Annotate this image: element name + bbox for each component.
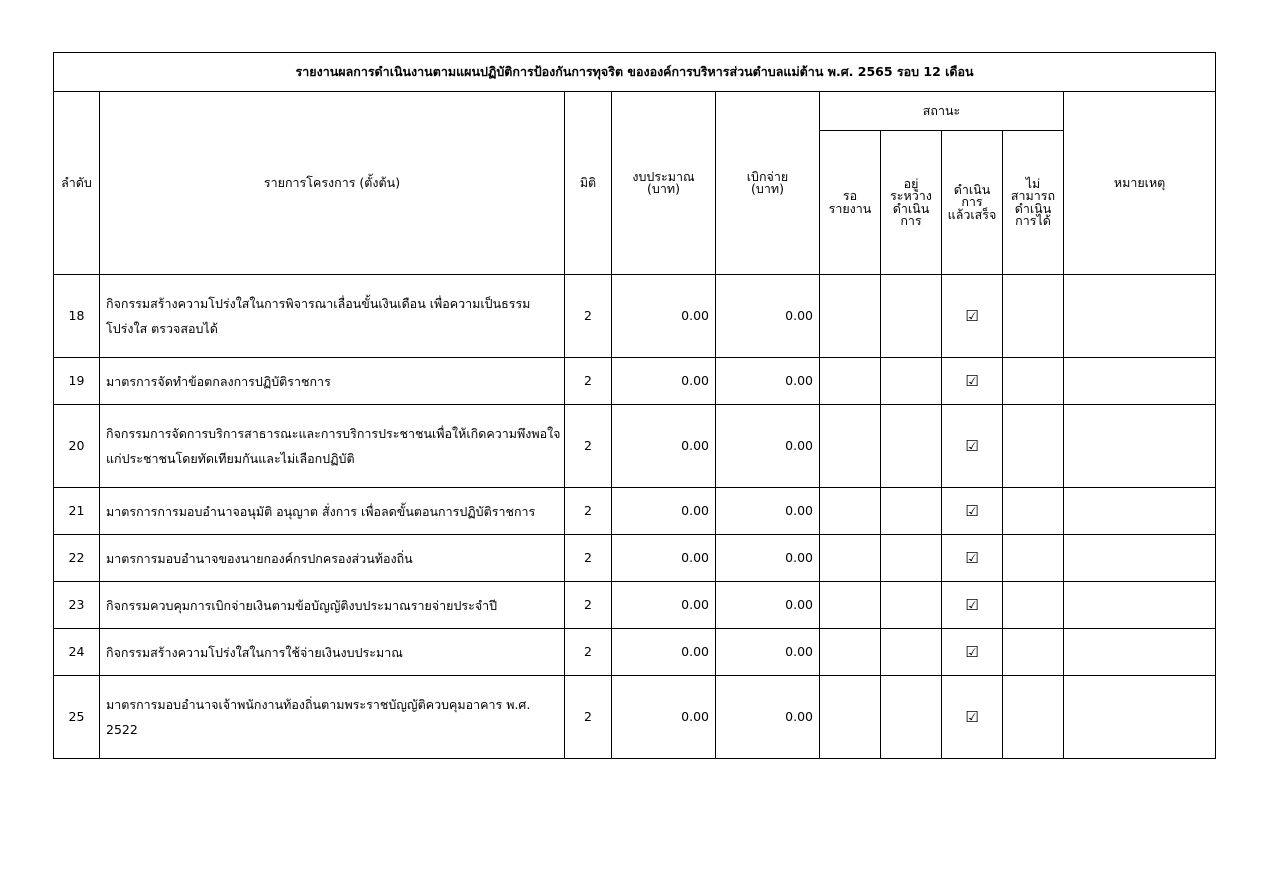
row-status-completed <box>942 676 1003 759</box>
row-status-in-progress <box>881 629 942 676</box>
row-status-completed <box>942 629 1003 676</box>
table-row <box>54 358 1216 405</box>
row-status-in-progress <box>881 488 942 535</box>
header-no: ลำดับ <box>54 92 100 275</box>
row-budget: 0.00 <box>612 405 716 488</box>
row-status-unable <box>1003 488 1064 535</box>
row-no: 20 <box>54 405 100 488</box>
row-dimension: 2 <box>565 488 612 535</box>
row-status-completed <box>942 275 1003 358</box>
header-budget <box>612 92 716 275</box>
checkbox-checked-icon: ☑ <box>965 306 979 325</box>
row-no: 24 <box>54 629 100 676</box>
row-status-unable <box>1003 275 1064 358</box>
row-status-in-progress <box>881 275 942 358</box>
row-no: 19 <box>54 358 100 405</box>
report-title: รายงานผลการดำเนินงานตามแผนปฏิบัติการป้องกันการทุจริต ขององค์การบริหารส่วนตำบลแม่ต้าน พ.ศ. 2565 รอบ 12 เดือน <box>54 53 1216 92</box>
row-spent: 0.00 <box>716 358 820 405</box>
table-row <box>54 676 1216 759</box>
table-row <box>54 275 1216 358</box>
checkbox-checked-icon: ☑ <box>965 501 979 520</box>
row-budget: 0.00 <box>612 629 716 676</box>
row-spent: 0.00 <box>716 676 820 759</box>
row-status-in-progress <box>881 582 942 629</box>
row-spent: 0.00 <box>716 405 820 488</box>
row-status-waiting <box>820 535 881 582</box>
row-status-completed <box>942 405 1003 488</box>
row-status-completed <box>942 582 1003 629</box>
row-status-unable <box>1003 582 1064 629</box>
header-budget-line2: (บาท) <box>647 181 680 196</box>
row-dimension: 2 <box>565 676 612 759</box>
row-budget: 0.00 <box>612 488 716 535</box>
row-status-completed <box>942 488 1003 535</box>
row-budget: 0.00 <box>612 582 716 629</box>
header-dimension: มิติ <box>565 92 612 275</box>
row-status-waiting <box>820 582 881 629</box>
header-spent <box>716 92 820 275</box>
row-status-waiting <box>820 676 881 759</box>
row-project-name: มาตรการมอบอำนาจเจ้าพนักงานท้องถิ่นตามพระราชบัญญัติควบคุมอาคาร พ.ศ. 2522 <box>100 676 565 759</box>
row-spent: 0.00 <box>716 582 820 629</box>
row-remark <box>1064 488 1216 535</box>
row-remark <box>1064 405 1216 488</box>
row-status-unable <box>1003 535 1064 582</box>
row-remark <box>1064 629 1216 676</box>
row-status-waiting <box>820 358 881 405</box>
row-dimension: 2 <box>565 535 612 582</box>
table-row <box>54 629 1216 676</box>
header-project: รายการโครงการ (ตั้งต้น) <box>100 92 565 275</box>
row-status-in-progress <box>881 358 942 405</box>
row-no: 18 <box>54 275 100 358</box>
row-budget: 0.00 <box>612 358 716 405</box>
row-project-name: กิจกรรมสร้างความโปร่งใสในการพิจารณาเลื่อนขั้นเงินเดือน เพื่อความเป็นธรรม โปร่งใส ตรวจสอบได้ <box>100 275 565 358</box>
row-remark <box>1064 535 1216 582</box>
header-spent-line2: (บาท) <box>751 181 784 196</box>
table-row <box>54 405 1216 488</box>
table-row <box>54 582 1216 629</box>
row-remark <box>1064 275 1216 358</box>
header-budget-line1: งบประมาณ <box>632 168 695 184</box>
checkbox-checked-icon: ☑ <box>965 436 979 455</box>
header-status-completed: ดำเนิน การ แล้วเสร็จ <box>942 131 1003 275</box>
row-remark <box>1064 358 1216 405</box>
row-dimension: 2 <box>565 405 612 488</box>
row-dimension: 2 <box>565 275 612 358</box>
table-row <box>54 488 1216 535</box>
row-status-completed <box>942 535 1003 582</box>
row-spent: 0.00 <box>716 535 820 582</box>
row-status-waiting <box>820 405 881 488</box>
row-status-in-progress <box>881 676 942 759</box>
row-status-in-progress <box>881 405 942 488</box>
row-status-unable <box>1003 405 1064 488</box>
checkbox-checked-icon: ☑ <box>965 595 979 614</box>
checkbox-checked-icon: ☑ <box>965 707 979 726</box>
row-status-unable <box>1003 358 1064 405</box>
checkbox-checked-icon: ☑ <box>965 642 979 661</box>
row-project-name: กิจกรรมควบคุมการเบิกจ่ายเงินตามข้อบัญญัติงบประมาณรายจ่ายประจำปี <box>100 582 565 629</box>
row-project-name: มาตรการการมอบอำนาจอนุมัติ อนุญาต สั่งการ เพื่อลดขั้นตอนการปฏิบัติราชการ <box>100 488 565 535</box>
row-project-name: มาตรการจัดทำข้อตกลงการปฏิบัติราชการ <box>100 358 565 405</box>
row-project-name: กิจกรรมการจัดการบริการสาธารณะและการบริการประชาชนเพื่อให้เกิดความพึงพอใจแก่ประชาชนโดยทัดเทียมกันและไม่เลือกปฏิบัติ <box>100 405 565 488</box>
row-project-name: กิจกรรมสร้างความโปร่งใสในการใช้จ่ายเงินงบประมาณ <box>100 629 565 676</box>
row-status-in-progress <box>881 535 942 582</box>
row-no: 23 <box>54 582 100 629</box>
table-body <box>54 275 1216 759</box>
row-remark <box>1064 582 1216 629</box>
row-project-name: มาตรการมอบอำนาจของนายกองค์กรปกครองส่วนท้องถิ่น <box>100 535 565 582</box>
checkbox-checked-icon: ☑ <box>965 371 979 390</box>
row-budget: 0.00 <box>612 535 716 582</box>
row-no: 25 <box>54 676 100 759</box>
row-status-unable <box>1003 676 1064 759</box>
row-spent: 0.00 <box>716 488 820 535</box>
row-dimension: 2 <box>565 629 612 676</box>
checkbox-checked-icon: ☑ <box>965 548 979 567</box>
row-budget: 0.00 <box>612 676 716 759</box>
header-spent-line1: เบิกจ่าย <box>746 168 789 184</box>
row-status-waiting <box>820 275 881 358</box>
header-status: สถานะ <box>820 92 1064 131</box>
header-status-in-progress: อยู่ ระหว่าง ดำเนิน การ <box>881 131 942 275</box>
row-spent: 0.00 <box>716 629 820 676</box>
row-status-completed <box>942 358 1003 405</box>
row-status-waiting <box>820 629 881 676</box>
row-dimension: 2 <box>565 358 612 405</box>
header-status-waiting: รอ รายงาน <box>820 131 881 275</box>
row-budget: 0.00 <box>612 275 716 358</box>
report-table <box>53 52 1216 759</box>
header-status-unable: ไม่ สามารถ ดำเนิน การได้ <box>1003 131 1064 275</box>
row-dimension: 2 <box>565 582 612 629</box>
row-status-unable <box>1003 629 1064 676</box>
row-no: 21 <box>54 488 100 535</box>
row-no: 22 <box>54 535 100 582</box>
row-status-waiting <box>820 488 881 535</box>
row-spent: 0.00 <box>716 275 820 358</box>
header-remark: หมายเหตุ <box>1064 92 1216 275</box>
table-row <box>54 535 1216 582</box>
row-remark <box>1064 676 1216 759</box>
